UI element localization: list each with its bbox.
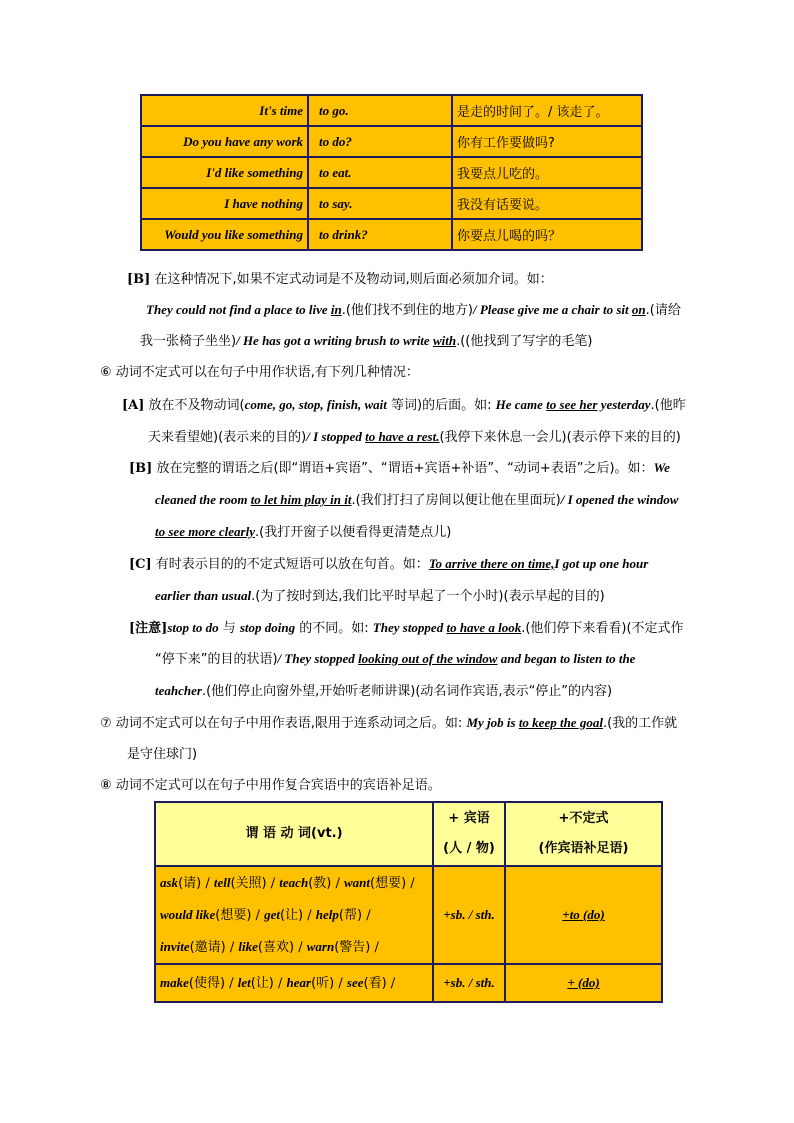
separator: / [386,976,396,991]
line-b [129,458,670,478]
translation-cell: 我没有话要说。 [452,188,642,219]
verb-meaning: (关照) [230,876,267,891]
note-line-cont [155,649,635,669]
example-text: We [653,460,670,475]
underlined-gerund: looking out of the window [358,651,498,666]
separator: / [273,976,287,991]
infinitive-cell: to drink? [308,219,452,250]
example-text: I got up one hour [554,556,649,571]
translation: .(他们停止向窗外望,开始听老师讲课)(动名词作宾语,表示“停止”的内容) [201,684,613,699]
translation-cell: 你有工作要做吗? [452,126,642,157]
point-6-heading: ⑥ 动词不定式可以在句子中用作状语,有下列几种情况： [100,365,419,380]
tag-c: [C] [129,557,152,572]
text: 等词)的后面。如: [386,398,496,413]
text: ⑦ 动词不定式可以在句子中用作表语,限用于连系动词之后。如: [100,716,467,731]
example-text: They could not find a place to live [146,302,331,317]
separator: / [303,908,316,923]
table-row [141,219,642,250]
note-line-cont2 [155,681,612,701]
note-line [129,618,684,638]
example-text: / Please give me a chair to sit [473,302,632,317]
example-text: My job is [466,715,519,730]
header-object [433,802,505,866]
text: 放在完整的谓语之后(即“谓语+宾语”、“谓语+宾语+补语”、“动词+表语”之后)。如： [156,461,654,476]
verb-meaning: (让) [250,976,274,991]
translation: .(他昨 [650,398,686,413]
example-text: earlier than usual [155,588,252,603]
verb-line [160,967,428,999]
separator: / [334,976,347,991]
verb: help [315,907,339,922]
underlined-infinitive: to have a look [446,620,522,635]
infinitive-cell: to say. [308,188,452,219]
verb: teach [279,875,309,890]
verb-meaning: (想要) [370,876,407,891]
underlined-infinitive: to let him play in it [250,492,352,507]
object-cell: +sb. / sth. [433,866,505,964]
translation: 我一张椅子坐坐) [140,334,237,349]
example-text: He came [495,397,547,412]
line-c [129,554,648,574]
line-b-intro [127,270,553,289]
verb-line [160,931,428,963]
line-c-cont [155,586,605,606]
table-row [141,95,642,126]
verb-line [160,867,428,899]
verb-meaning: (帮) [338,908,363,923]
point-7 [100,713,677,733]
translation: .(请给 [645,303,681,318]
table-row [155,964,662,1002]
verb: get [264,907,280,922]
separator: / [406,876,415,891]
separator: / [251,908,265,923]
infinitive-attribute-table [140,94,643,251]
verb-meaning: (听) [311,976,335,991]
table-row [141,157,642,188]
verb: warn [306,939,335,954]
example-text: cleaned the room [155,492,251,507]
verb-meaning: (邀请) [189,940,226,955]
example-text: They stopped [372,620,447,635]
example-line-2 [140,331,592,351]
verb-meaning: (请) [178,876,202,891]
verb-meaning: (使得) [188,976,226,991]
english-phrase-cell: Would you like something [141,219,308,250]
translation: 天来看望她)(表示来的目的) [148,430,307,445]
underlined-preposition: on [631,302,646,317]
verb: invite [160,939,190,954]
point-8-heading: ⑧ 动词不定式可以在句子中用作复合宾语中的宾语补足语。 [100,778,441,793]
table-row [141,188,642,219]
english-phrase-cell: Do you have any work [141,126,308,157]
separator: / [201,876,214,891]
table-row [141,126,642,157]
example-text: stop to do [167,620,219,635]
verb: tell [213,875,231,890]
table-header-row [155,802,662,866]
verb: hear [286,975,312,990]
translation: .(为了按时到达,我们比平时早起了一个小时)(表示早起的目的) [251,589,605,604]
verb: like [238,939,258,954]
translation: .(我打开窗子以便看得更清楚点儿) [255,525,452,540]
verb-meaning: (想要) [215,908,252,923]
infinitive-cell: to eat. [308,157,452,188]
example-text: / I stopped [306,429,366,444]
translation: .(他们停下来看看)(不定式作 [521,621,684,636]
underlined-infinitive: to keep the goal [518,715,603,730]
infinitive-cell: to do? [308,126,452,157]
complement-cell: +to (do) [505,866,662,964]
verb-cell [155,964,433,1002]
header-text: (人 / 物) [443,841,495,856]
text: 放在不及物动词( [148,398,245,413]
infinitive-cell: to go. [308,95,452,126]
tag-note: [注意] [129,621,168,636]
translation: .((他找到了写字的毛笔) [456,334,593,349]
translation: .(我们打扫了房间以便让他在里面玩) [351,493,561,508]
separator: / [294,940,307,955]
header-complement [505,802,662,866]
separator: / [266,876,280,891]
example-text: / I opened the window [560,492,679,507]
point-7-cont: 是守住球门) [127,747,198,762]
header-text: + 宾语 [448,811,490,826]
line-a-cont [148,427,681,447]
verb: see [346,975,364,990]
verb-line [160,899,428,931]
english-phrase-cell: I'd like something [141,157,308,188]
separator: / [331,876,344,891]
example-text: / They stopped [277,651,359,666]
object-complement-table [154,801,663,1003]
tag-b: [B] [129,461,153,476]
underlined-infinitive: to see more clearly [155,524,255,539]
line-a [122,395,686,415]
example-text: teahcher [155,683,202,698]
example-text: / He has got a writing brush to write [236,333,433,348]
line-b-cont [155,490,678,510]
translation: (我停下来休息一会儿)(表示停下来的目的) [439,430,681,445]
translation-cell: 你要点儿喝的吗？ [452,219,642,250]
example-text: and began to listen to the [497,651,636,666]
separator: / [225,976,238,991]
verb-meaning: (喜欢) [257,940,295,955]
english-phrase-cell: I have nothing [141,188,308,219]
header-text: +不定式 [558,811,609,826]
separator: / [370,940,379,955]
verb: make [160,975,189,990]
verb-meaning: (教) [308,876,332,891]
underlined-infinitive: to see her [546,397,598,412]
verb: would like [160,907,216,922]
verb-meaning: (警告) [334,940,371,955]
text: 在这种情况下,如果不定式动词是不及物动词,则后面必须加介词。如： [154,272,553,287]
underlined-infinitive: to have a rest. [365,429,440,444]
separator: / [225,940,239,955]
verb-list: come, go, stop, finish, wait [244,397,387,412]
header-verb [155,802,433,866]
verb-meaning: (看) [363,976,387,991]
text: 的不同。如: [295,621,373,636]
verb-cell [155,866,433,964]
translation-cell: 我要点儿吃的。 [452,157,642,188]
example-text: stop doing [239,620,296,635]
verb-meaning: (让) [279,908,304,923]
english-phrase-cell: It's time [141,95,308,126]
example-line-1 [146,300,681,320]
separator: / [362,908,371,923]
verb: want [344,875,371,890]
complement-cell: + (do) [505,964,662,1002]
underlined-infinitive: To arrive there on time, [428,556,555,571]
object-cell: +sb. / sth. [433,964,505,1002]
translation: .(他们找不到住的地方) [341,303,473,318]
table-row [155,866,662,964]
header-text: (作宾语补足语) [538,841,629,856]
tag-b: [B] [127,272,151,287]
verb: ask [160,875,179,890]
underlined-preposition: with [432,333,457,348]
text: 与 [218,621,240,636]
translation: “停下来”的目的状语) [155,652,278,667]
line-b-cont2 [155,522,451,542]
translation-cell: 是走的时间了。/ 该走了。 [452,95,642,126]
verb: let [237,975,251,990]
header-text: 谓 语 动 词(vt.) [245,826,343,841]
translation: .(我的工作就 [602,716,678,731]
text: 有时表示目的的不定式短语可以放在句首。如： [155,557,429,572]
example-text: yesterday [597,397,651,412]
tag-a: [A] [122,398,145,413]
underlined-preposition: in [330,302,342,317]
